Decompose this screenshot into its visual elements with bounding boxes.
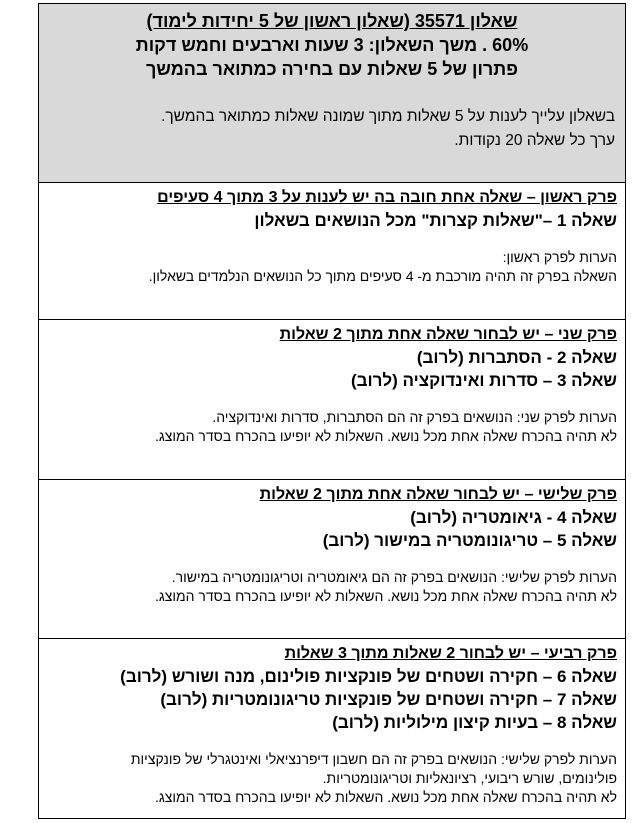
- section-title: פרק שלישי – יש לבחור שאלה אחת מתוך 2 שאלות: [259, 486, 617, 503]
- question-item: שאלה 6 – חקירה ושטחים של פונקציות פולינום, מנה ושורש (לרוב): [120, 667, 617, 686]
- section-3: [39, 480, 625, 639]
- instructions-line-1: בשאלון עלייך לענות על 5 שאלות מתוך שמונה שאלות כמתואר בהמשך.: [161, 108, 615, 125]
- exam-instructions: [39, 105, 625, 153]
- question-item: שאלה 8 – בעיות קיצון מילוליות (לרוב): [332, 713, 617, 732]
- section-notes: [45, 408, 617, 446]
- exam-header: [39, 4, 625, 183]
- section-notes: [45, 750, 617, 807]
- note-line: הערות לפרק שני: הנושאים בפרק זה הם הסתברות, סדרות ואינדוקציה.: [212, 409, 617, 425]
- question-item: שאלה 1 –"שאלות קצרות" מכל הנושאים בשאלון: [254, 211, 617, 230]
- note-line: פולינומים, שורש ריבועי, רציונאליות וטריגונומטריות.: [322, 770, 617, 786]
- note-line: לא תהיה בהכרח שאלה אחת מכל נושא. השאלות לא יופיעו בהכרח בסדר המוצג.: [154, 588, 617, 604]
- section-1: [39, 183, 625, 320]
- exam-selection-line: פתרון של 5 שאלות עם בחירה כמתואר בהמשך: [146, 59, 518, 79]
- question-item: שאלה 3 – סדרות ואינדוקציה (לרוב): [350, 371, 617, 390]
- section-notes: [45, 568, 617, 606]
- section-notes: [45, 248, 617, 286]
- section-title: פרק ראשון – שאלה אחת חובה בה יש לענות על 3 מתוך 4 סעיפים: [157, 189, 617, 206]
- note-line: הערות לפרק ראשון:: [502, 249, 617, 265]
- exam-code-line: שאלון 35571 (שאלון ראשון של 5 יחידות לימוד): [146, 11, 518, 31]
- note-line: הערות לפרק שלישי: הנושאים בפרק זה הם גיאומטריה וטריגונומטריה במישור.: [171, 569, 617, 585]
- note-line: לא תהיה בהכרח שאלה אחת מכל נושא. השאלות לא יופיעו בהכרח בסדר המוצג.: [154, 789, 617, 805]
- instructions-line-2: ערך כל שאלה 20 נקודות.: [454, 132, 615, 149]
- exam-duration-line: 60% . משך השאלון: 3 שעות וארבעים וחמש דקות: [135, 35, 529, 55]
- note-line: הערות לפרק שלישי: הנושאים בפרק זה הם חשבון דיפרנציאלי ואינטגרלי של פונקציות: [130, 751, 617, 767]
- question-item: שאלה 7 – חקירה ושטחים של פונקציות טריגונומטריות (לרוב): [160, 690, 617, 709]
- question-item: שאלה 5 – טריגונומטריה במישור (לרוב): [322, 531, 617, 550]
- section-title: פרק רביעי – יש לבחור 2 שאלות מתוך 3 שאלות: [284, 645, 617, 662]
- question-item: שאלה 2 - הסתברות (לרוב): [416, 348, 617, 367]
- section-2: [39, 320, 625, 480]
- section-4: [39, 639, 625, 818]
- note-line: לא תהיה בהכרח שאלה אחת מכל נושא. השאלות לא יופיעו בהכרח בסדר המוצג.: [154, 428, 617, 444]
- exam-structure-table: [38, 3, 626, 819]
- question-item: שאלה 4 - גיאומטריה (לרוב): [410, 508, 617, 527]
- note-line: השאלה בפרק זה תהיה מורכבת מ- 4 סעיפים מתוך כל הנושאים הנלמדים בשאלון.: [148, 268, 617, 284]
- section-title: פרק שני – יש לבחור שאלה אחת מתוך 2 שאלות: [279, 326, 617, 343]
